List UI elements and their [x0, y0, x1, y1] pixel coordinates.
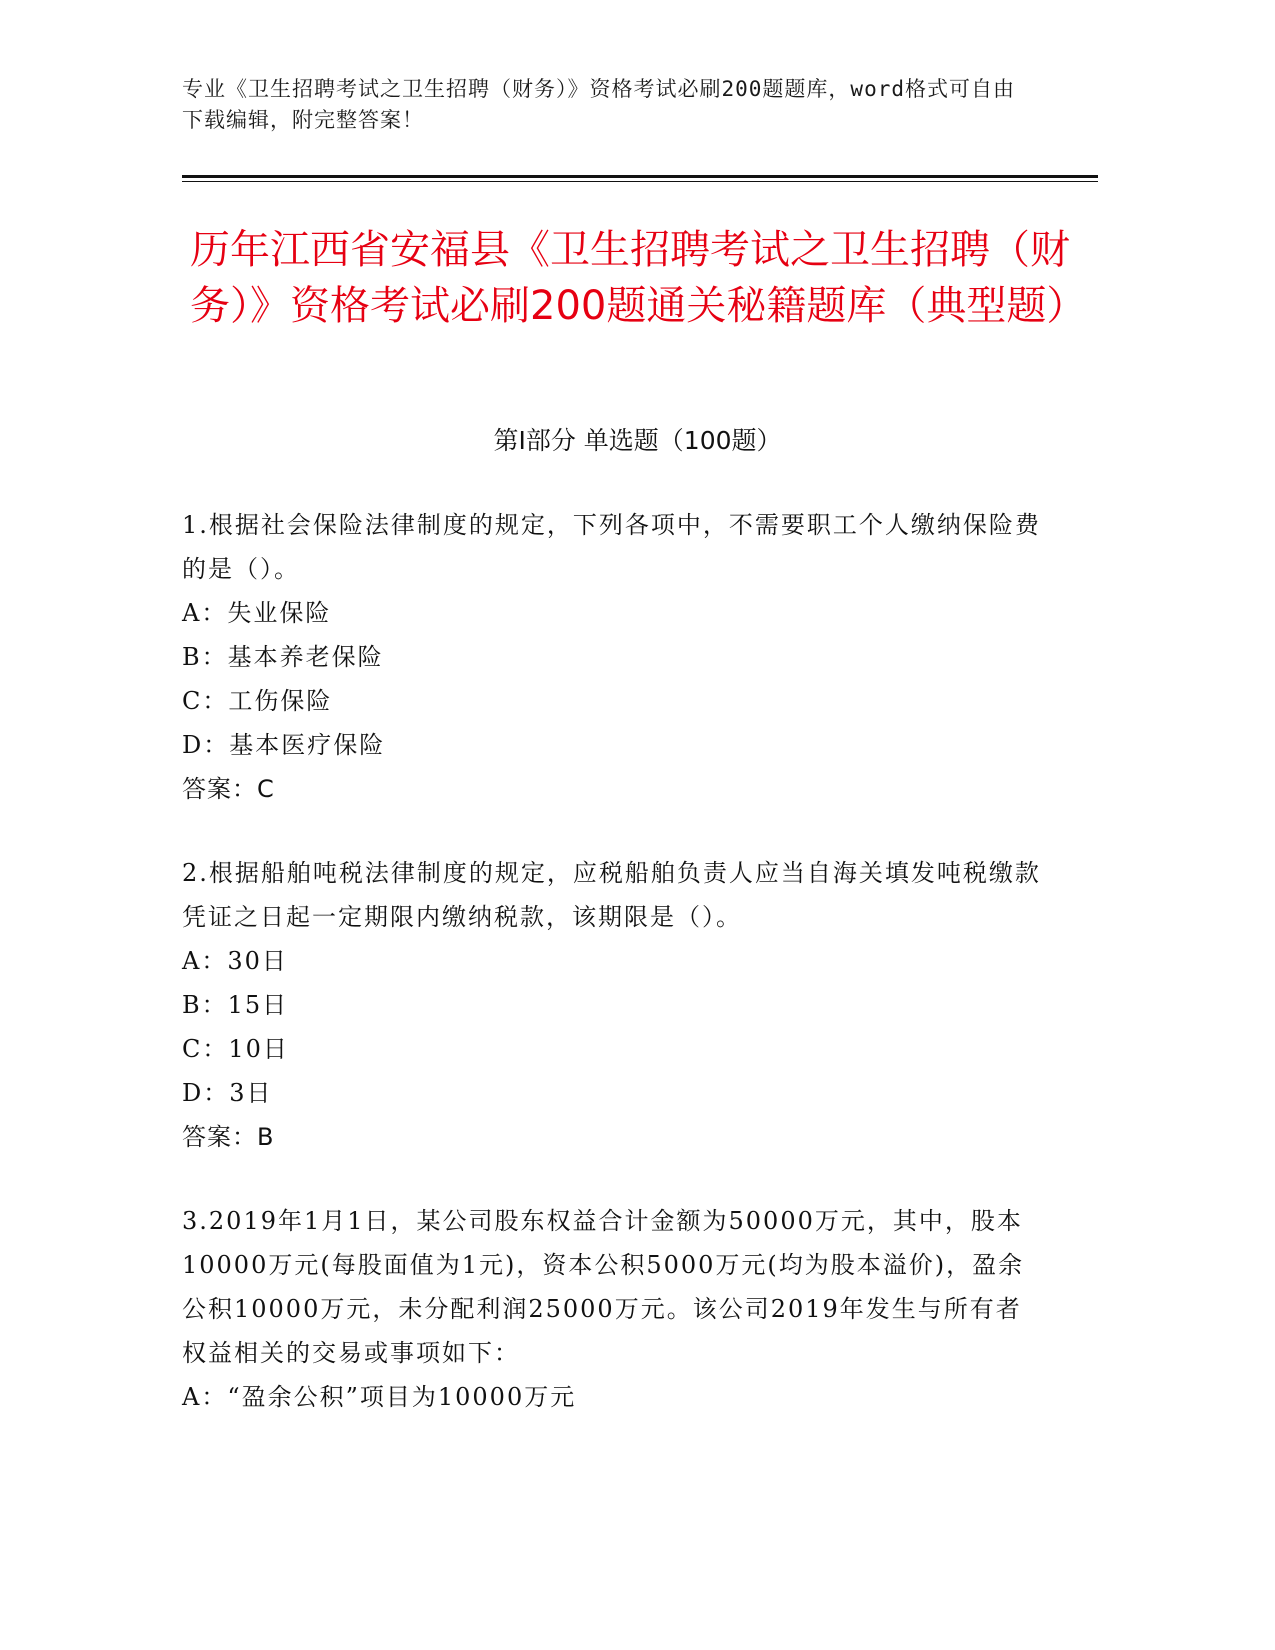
- question-stem: 1.根据社会保险法律制度的规定，下列各项中，不需要职工个人缴纳保险费的是（）。: [182, 511, 1041, 583]
- option-a: A：“盈余公积”项目为10000万元: [182, 1383, 577, 1411]
- question-stem: 3.2019年1月1日，某公司股东权益合计金额为50000万元，其中，股本10000万元(每股面值为1元)，资本公积5000万元(均为股本溢价)，盈余公积10000万元，未分配利润25000万元。该公司2019年发生与所有者权益相关的交易或事项如下：: [182, 1207, 1025, 1367]
- option-a: A：30日: [182, 947, 288, 975]
- option-b: B：15日: [182, 991, 289, 1019]
- header-rule-thin: [182, 181, 1098, 182]
- question-2: [182, 851, 1042, 1159]
- document-title: 历年江西省安福县《卫生招聘考试之卫生招聘（财务）》资格考试必刷200题通关秘籍题库（典型题）: [190, 227, 1087, 329]
- question-stem: 2.根据船舶吨税法律制度的规定，应税船舶负责人应当自海关填发吨税缴款凭证之日起一定期限内缴纳税款，该期限是（）。: [182, 859, 1041, 931]
- section-title: 第Ⅰ部分 单选题（100题）: [493, 426, 782, 455]
- option-d: D：3日: [182, 1079, 273, 1107]
- option-b: B：基本养老保险: [182, 643, 384, 671]
- header-note: 专业《卫生招聘考试之卫生招聘（财务）》资格考试必刷200题题库，word格式可自由下载编辑，附完整答案！: [182, 77, 1015, 132]
- question-1: [182, 503, 1042, 811]
- answer: 答案：C: [182, 775, 275, 803]
- answer: 答案：B: [182, 1123, 275, 1151]
- option-c: C：10日: [182, 1035, 289, 1063]
- option-a: A：失业保险: [182, 599, 332, 627]
- option-d: D：基本医疗保险: [182, 731, 386, 759]
- question-3: [182, 1199, 1042, 1419]
- option-c: C：工伤保险: [182, 687, 333, 715]
- header-rule-thick: [182, 175, 1098, 178]
